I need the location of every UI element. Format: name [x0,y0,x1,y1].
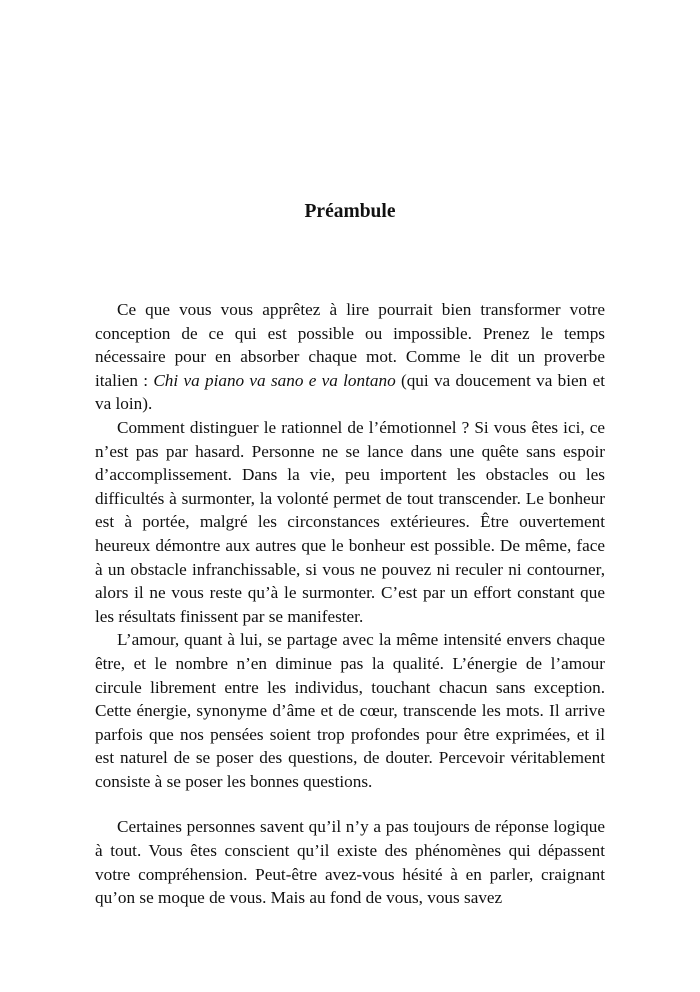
paragraph-3: L’amour, quant à lui, se partage avec la même intensité envers chaque être, et le nombre n’en diminue pas la qualité. L’énergie de l’amour circule librement entre les individus, touchant chacun sans exception. Cette énergie, synonyme d’âme et de cœur, transcende les mots. Il arrive parfois que nos pensées soient trop profondes pour être exprimées, et il est naturel de se poser des questions, de douter. Percevoir véritablement consiste à se poser les bonnes questions. [95,630,605,791]
paragraph-1-translation: (qui va doucement va bien et va loin). [95,370,605,414]
body-text [95,298,605,910]
paragraph-1 [95,298,605,416]
italian-proverb: Chi va piano va sano e va lontano [153,370,396,390]
paragraph-2: Comment distinguer le rationnel de l’émotionnel ? Si vous êtes ici, ce n’est pas par hasard. Personne ne se lance dans une quête sans espoir d’accomplissement. Dans la vie, peu importent les obstacles ou les difficultés à surmonter, la volonté permet de tout transcender. Le bonheur est à portée, malgré les circonstances extérieures. Être ouvertement heureux démontre aux autres que le bonheur est possible. De même, face à un obstacle infranchissable, si vous ne pouvez ni reculer ni contourner, alors il ne vous reste qu’à le surmonter. C’est par un effort constant que les résultats finissent par se manifester. [95,417,605,626]
page-title: Préambule [304,201,396,222]
paragraph-1-text: Ce que vous vous apprêtez à lire pourrait bien transformer votre conception de ce qui est possible ou impossible. Prenez le temps nécessaire pour en absorber chaque mot. Comme le dit un proverbe italien : [95,300,605,390]
paragraph-4: Certaines personnes savent qu’il n’y a pas toujours de réponse logique à tout. Vous êtes conscient qu’il existe des phénomènes qui dépassent votre compréhension. Peut-être avez-vous hésité à en parler, craignant qu’on se moque de vous. Mais au fond de vous, vous savez [95,817,605,908]
